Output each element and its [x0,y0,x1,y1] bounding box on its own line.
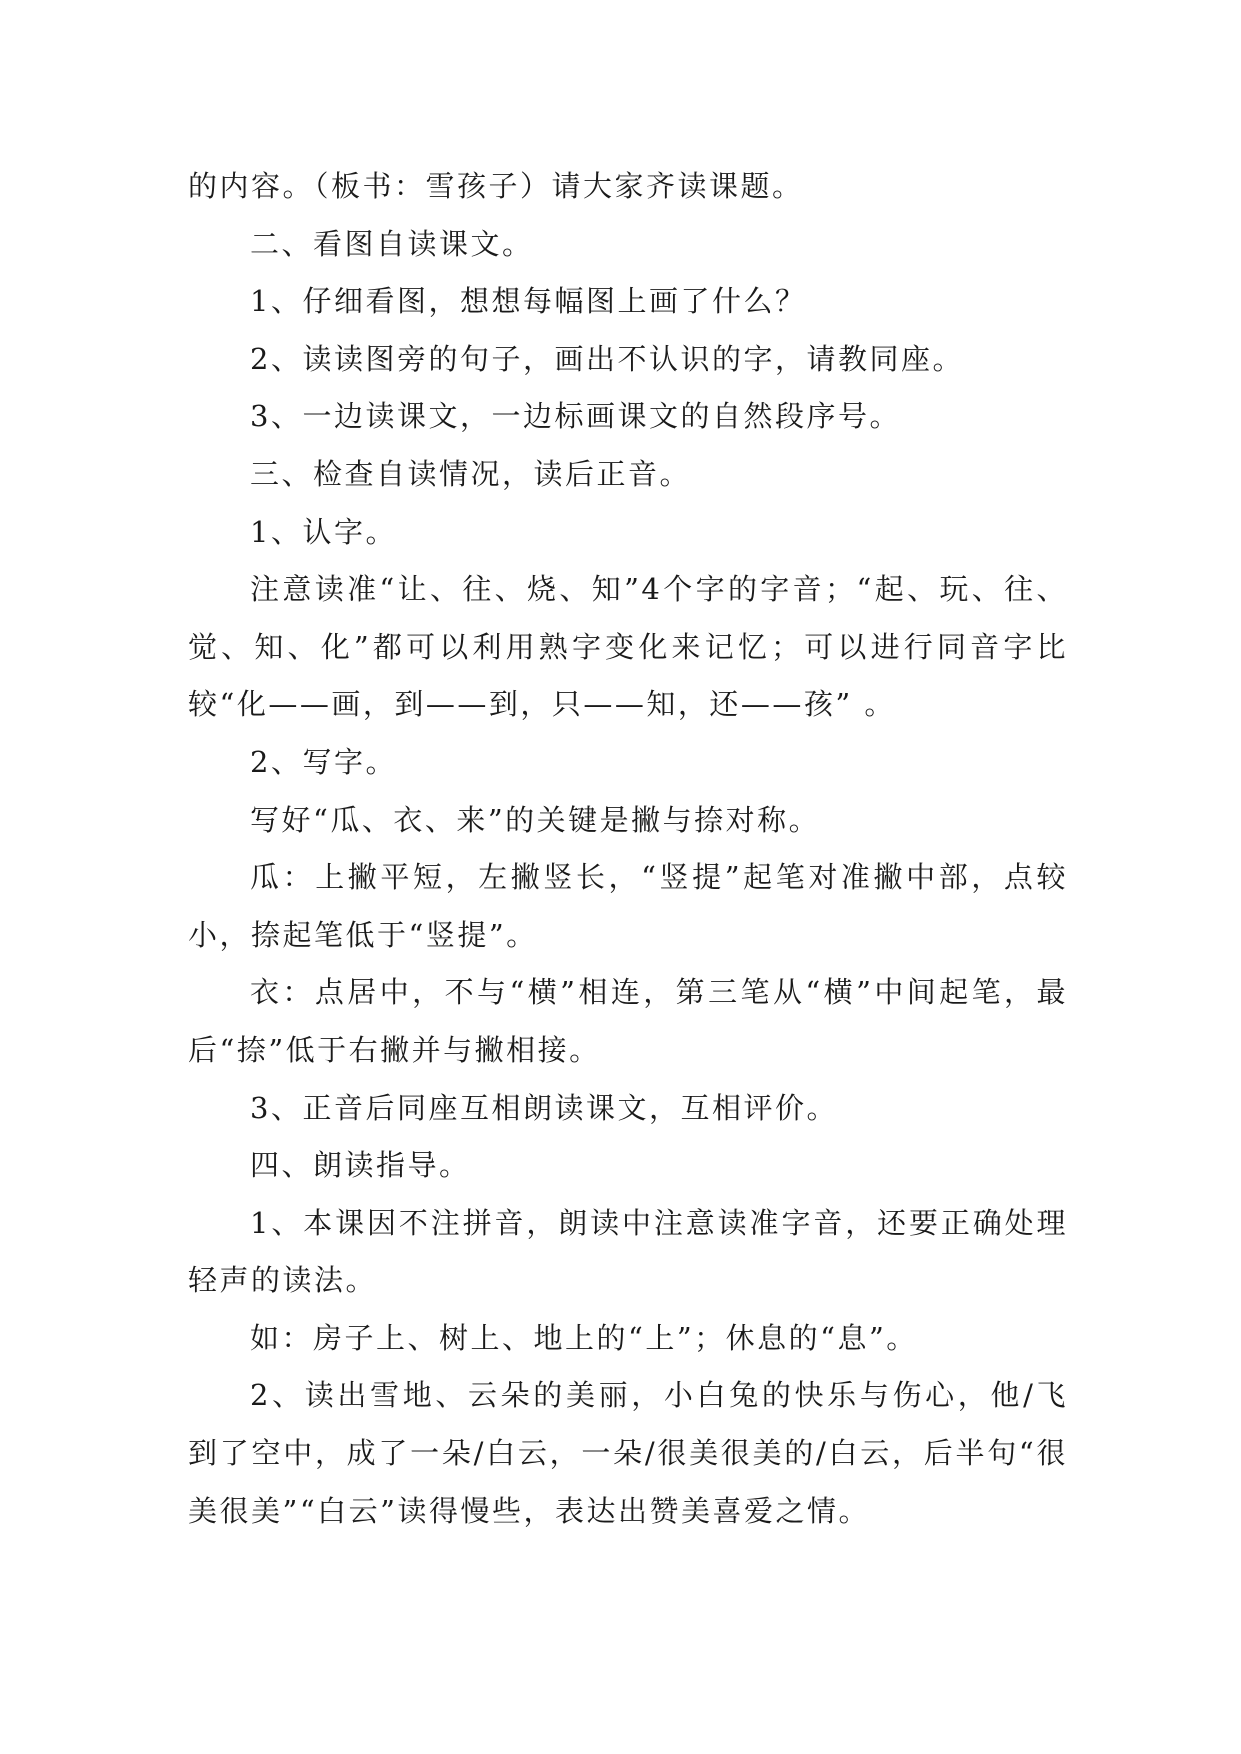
paragraph: 瓜：上撇平短，左撇竖长，“竖提”起笔对准撇中部，点较小，捺起笔低于“竖提”。 [188,860,1068,952]
paragraph: 2、读出雪地、云朵的美丽，小白兔的快乐与伤心，他/飞到了空中，成了一朵/白云，一朵/很美很美的/白云，后半句“很美很美”“白云”读得慢些，表达出赞美喜爱之情。 [188,1378,1068,1528]
section-heading: 二、看图自读课文。 [250,226,534,261]
paragraph: 2、读读图旁的句子，画出不认识的字，请教同座。 [250,341,964,376]
paragraph: 1、认字。 [250,514,397,549]
paragraph: 3、一边读课文，一边标画课文的自然段序号。 [250,399,901,434]
section-heading: 三、检查自读情况，读后正音。 [250,456,692,491]
section-heading: 四、朗读指导。 [250,1148,471,1183]
paragraph: 3、正音后同座互相朗读课文，互相评价。 [250,1090,838,1125]
document-body [188,158,1068,1540]
paragraph: 注意读准“让、往、烧、知”4个字的字音；“起、玩、往、觉、知、化”都可以利用熟字变化来记忆；可以进行同音字比较“化——画，到——到，只——知，还——孩” 。 [188,572,1068,722]
paragraph: 1、本课因不注拼音，朗读中注意读准字音，还要正确处理轻声的读法。 [188,1205,1068,1298]
paragraph: 2、写字。 [250,744,397,779]
paragraph: 的内容。（板书：雪孩子）请大家齐读课题。 [188,169,804,203]
paragraph: 写好“瓜、衣、来”的关键是撇与捺对称。 [250,802,821,837]
paragraph: 1、仔细看图，想想每幅图上画了什么？ [250,284,807,319]
paragraph: 衣：点居中，不与“横”相连，第三笔从“横”中间起笔，最后“捺”低于右撇并与撇相接。 [188,975,1068,1067]
paragraph: 如：房子上、树上、地上的“上”；休息的“息”。 [250,1320,918,1355]
